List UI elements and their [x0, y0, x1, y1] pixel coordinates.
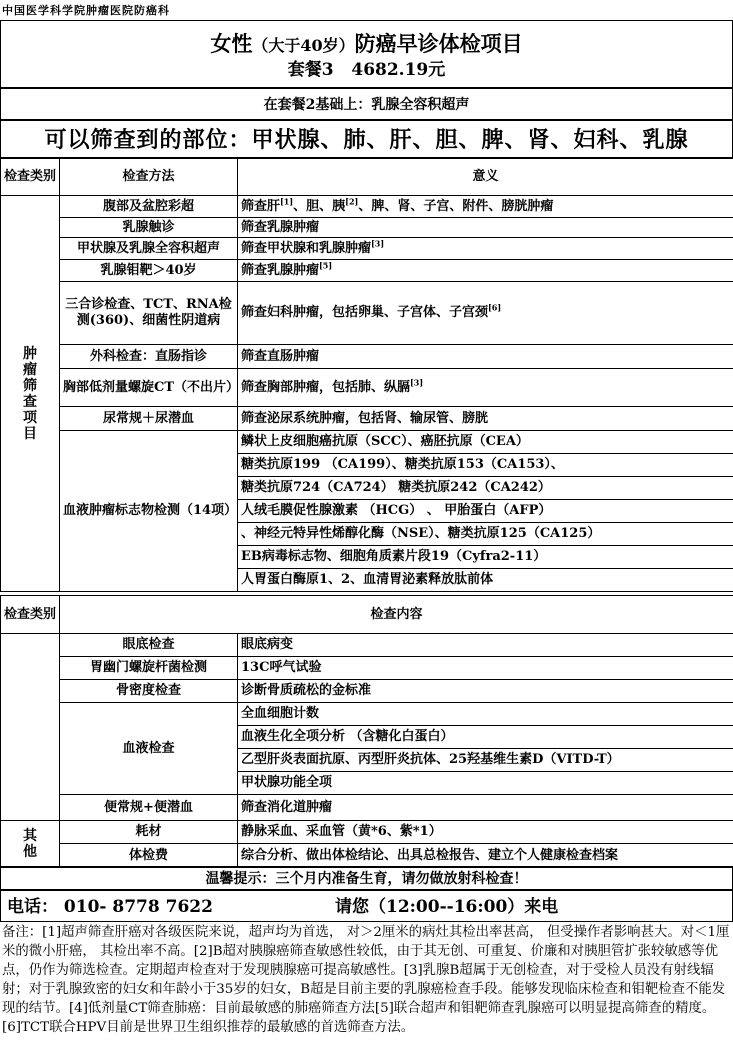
title-main: 女性	[210, 31, 253, 56]
screening-parts: 可以筛查到的部位：甲状腺、肺、肝、胆、脾、肾、妇科、乳腺	[0, 120, 733, 158]
meaning-cell: 筛查肝[1]、胆、胰[2]、脾、肾、子宫、附件、膀胱肿瘤	[238, 196, 733, 218]
blood-item: 血液生化全项分析 （含糖化白蛋白）	[238, 726, 733, 749]
marker-item: 鳞状上皮细胞癌抗原（SCC）、癌胚抗原（CEA）	[238, 431, 733, 454]
content-cell: 眼底病变	[238, 634, 733, 657]
col-header-content: 检查内容	[60, 596, 733, 634]
blood-item: 甲状腺功能全项	[238, 772, 733, 795]
content-cell: 筛查消化道肿瘤	[238, 795, 733, 821]
package-line	[1, 59, 732, 81]
meaning-cell: 筛查泌尿系统肿瘤，包括肾、输尿管、膀胱	[238, 407, 733, 431]
method-cell: 外科检查：直肠指诊	[60, 345, 238, 369]
content-cell: 13C呼气试验	[238, 657, 733, 680]
marker-item: 糖类抗原199 （CA199）、糖类抗原153（CA153）、	[238, 454, 733, 477]
col-header-category: 检查类别	[1, 596, 60, 634]
method-cell: 甲状腺及乳腺全容积超声	[60, 238, 238, 260]
method-cell: 耗材	[60, 821, 238, 844]
general-exam-table	[0, 595, 733, 868]
content-cell: 综合分析、做出体检结论、出具总检报告、建立个人健康检查档案	[238, 844, 733, 868]
method-cell: 骨密度检查	[60, 680, 238, 703]
meaning-cell: 筛查直肠肿瘤	[238, 345, 733, 369]
method-cell: 眼底检查	[60, 634, 238, 657]
col-header-meaning: 意义	[238, 159, 733, 196]
meaning-cell: 筛查妇科肿瘤，包括卵巢、子宫体、子宫颈[6]	[238, 282, 733, 345]
method-cell: 三合诊检查、TCT、RNA检测(360)、细菌性阴道病	[60, 282, 238, 345]
category-general	[1, 634, 60, 821]
blood-item: 乙型肝炎表面抗原、丙型肝炎抗体、25羟基维生素D（VITD-T）	[238, 749, 733, 772]
category-other-label: 其 他	[23, 828, 37, 860]
package-price: 4682.19元	[351, 60, 446, 80]
marker-item: EB病毒标志物、细胞角质素片段19（Cyfra2-11）	[238, 546, 733, 569]
method-cell: 腹部及盆腔彩超	[60, 196, 238, 218]
phone-number: 电话： 010- 8778 7622	[7, 897, 213, 917]
package-name: 套餐3	[287, 60, 334, 80]
category-label: 肿 瘤 筛 查 项 目	[23, 345, 37, 442]
tumor-screening-table	[0, 158, 733, 592]
meaning-cell: 筛查乳腺肿瘤	[238, 218, 733, 238]
package-note: 在套餐2基础上：乳腺全容积超声	[0, 88, 733, 120]
marker-item: 人胃蛋白酶原1、2、血清胃泌素释放肽前体	[238, 569, 733, 592]
contact-bar	[0, 890, 733, 922]
title-block	[0, 20, 733, 88]
meaning-cell: 筛查胸部肿瘤，包括肺、纵膈[3]	[238, 369, 733, 407]
method-cell: 乳腺钼靶＞40岁	[60, 260, 238, 282]
method-cell: 胸部低剂量螺旋CT（不出片）	[60, 369, 238, 407]
call-hours: 请您（12:00--16:00）来电	[335, 897, 559, 917]
title-rest: 防癌早诊体检项目	[354, 31, 523, 56]
marker-item: 人绒毛膜促性腺激素 （HCG） 、 甲胎蛋白（AFP）	[238, 500, 733, 523]
content-cell: 静脉采血、采血管（黄*6、紫*1）	[238, 821, 733, 844]
meaning-cell: 筛查甲状腺和乳腺肿瘤[3]	[238, 238, 733, 260]
category-other	[1, 821, 60, 868]
title-age: （大于40岁）	[252, 36, 355, 55]
blood-exam-method: 血液检查	[60, 703, 238, 795]
method-cell: 乳腺触诊	[60, 218, 238, 238]
marker-item: 、神经元特异性烯醇化酶（NSE）、糖类抗原125（CA125）	[238, 523, 733, 546]
warm-tip: 温馨提示：三个月内准备生育，请勿做放射科检查！	[0, 866, 733, 890]
organization-header: 中国医学科学院肿瘤医院防癌科	[2, 4, 170, 17]
page-title	[1, 31, 732, 59]
footnotes: 备注：[1]超声筛查肝癌对各级医院来说，超声均为首选， 对＞2厘米的病灶其检出率甚高， 但受操作者影响甚大。对＜1厘米的微小肝癌， 其检出率不高。[2]B超对胰腺癌筛查敏感性较低，由于其无创、可重复、价廉和对胰胆管扩张较敏感等优点，仍作为筛选检查。定期超声检查对于发现胰腺癌可提高敏感性。[3]乳腺B超属于无创检查，对于受检人员没有射线辐射；对于乳腺致密的妇女和年龄小于35岁的妇女，B超是目前主要的乳腺癌检查手段。能够发现临床检查和钼靶检查不能发现的结节。[4]低剂量CT筛查肺癌：目前最敏感的肺癌筛查方法[5]联合超声和钼靶筛查乳腺癌可以明显提高筛查的精度。[6]TCT联合HPV目前是世界卫生组织推荐的最敏感的首选筛查方法。	[2, 925, 730, 1035]
method-cell: 体检费	[60, 844, 238, 868]
meaning-cell: 筛查乳腺肿瘤[5]	[238, 260, 733, 282]
method-cell: 便常规+便潜血	[60, 795, 238, 821]
method-cell: 尿常规＋尿潜血	[60, 407, 238, 431]
marker-item: 糖类抗原724（CA724） 糖类抗原242（CA242）	[238, 477, 733, 500]
blood-tumor-marker-method: 血液肿瘤标志物检测（14项）	[60, 431, 238, 592]
content-cell: 诊断骨质疏松的金标准	[238, 680, 733, 703]
method-cell: 胃幽门螺旋杆菌检测	[60, 657, 238, 680]
col-header-method: 检查方法	[60, 159, 238, 196]
category-tumor-screening	[1, 196, 60, 592]
blood-item: 全血细胞计数	[238, 703, 733, 726]
col-header-category: 检查类别	[1, 159, 60, 196]
